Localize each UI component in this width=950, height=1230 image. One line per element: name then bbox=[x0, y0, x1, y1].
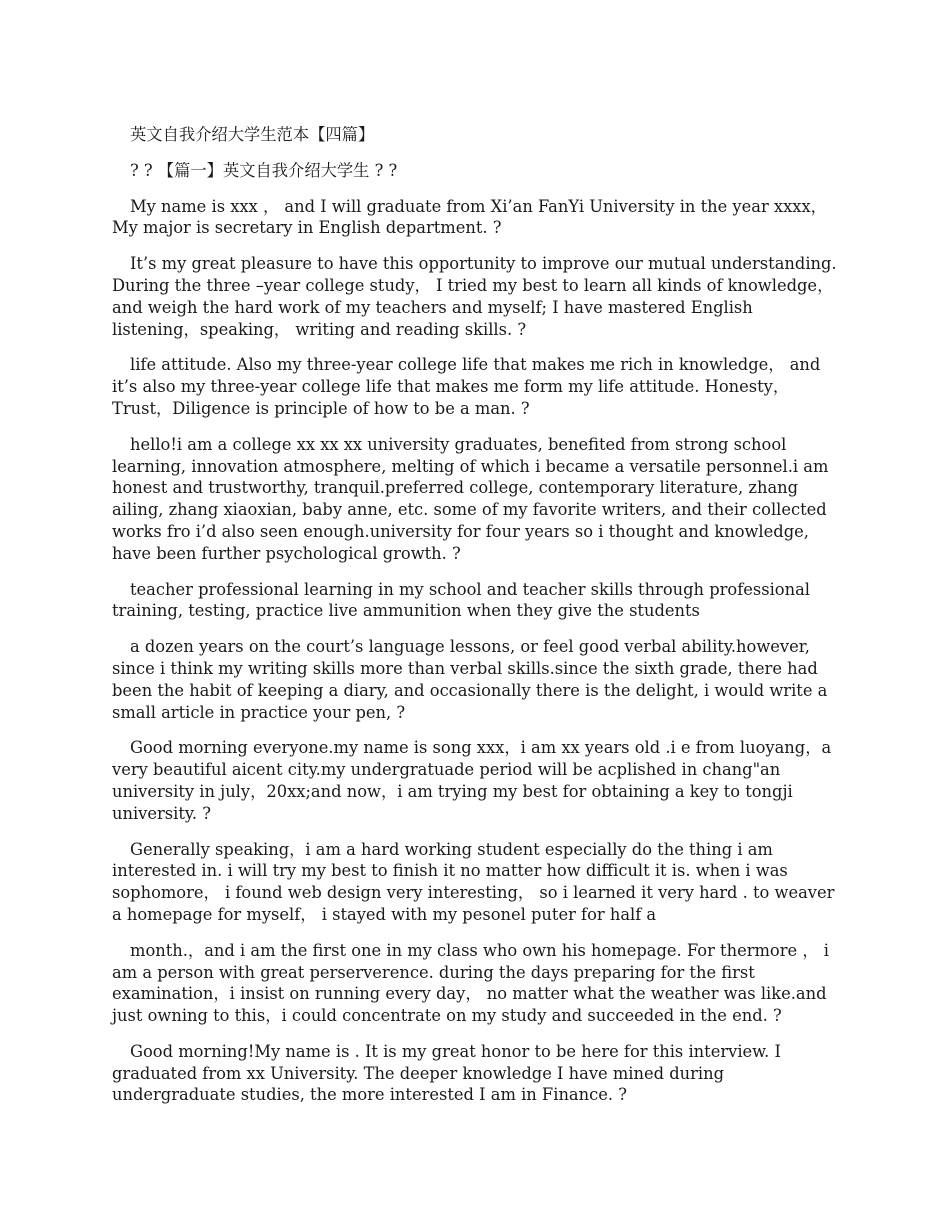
paragraph-2: It’s my great pleasure to have this opportunity to improve our mutual understanding. During the three –year college study， I tried my best to learn all kinds of knowledge，and weigh the hard work of my teachers and myself; I have mastered English listening，speaking， writing and reading skills. ? bbox=[112, 254, 837, 339]
paragraph-10: Good morning!My name is . It is my great honor to be here for this interview. I graduated from xx University. The deeper knowledge I have mined during undergraduate studies, the more interested I am in Finance. ? bbox=[112, 1041, 781, 1105]
paragraph-1: My name is xxx ， and I will graduate from Xi’an FanYi University in the year xxxx， My major is secretary in English department. ? bbox=[112, 196, 827, 238]
section-heading: ? ? 【篇一】英文自我介绍大学生 ? ? bbox=[130, 160, 398, 180]
paragraph-6: a dozen years on the court’s language lessons, or feel good verbal ability.however, since i think my writing skills more than verbal skills.since the sixth grade, there had been the habit of keeping a diary, and occasionally there is the delight, i would write a small article in practice your pen, ? bbox=[112, 637, 828, 722]
paragraph-5: teacher professional learning in my school and teacher skills through professional training, testing, practice live ammunition when they give the students bbox=[112, 579, 810, 621]
paragraph-3: life attitude. Also my three-year college life that makes me rich in knowledge， and it’s also my three-year college life that makes me form my life attitude. Honesty， Trust，Diligence is principle of how to be a man. ? bbox=[112, 355, 821, 418]
document-body bbox=[112, 124, 838, 1120]
paragraph-7: Good morning everyone.my name is song xxx，i am xx years old .i e from luoyang，a very beautiful aicent city.my undergratuade period will be acplished in chang"an university in july，20xx;and now，i am trying my best for obtaining a key to tongji university. ? bbox=[112, 738, 832, 823]
document-title: 英文自我介绍大学生范本【四篇】 bbox=[130, 125, 375, 144]
paragraph-9: month.，and i am the first one in my class who own his homepage. For thermore ， i am a person with great perserverence. during the days preparing for the first examination，i insist on running every day， no matter what the weather was like.and just owning to this，i could concentrate on my study and succeeded in the end. ? bbox=[112, 940, 829, 1026]
paragraph-8: Generally speaking，i am a hard working student especially do the thing i am interested in. i will try my best to finish it no matter how difficult it is. when i was sophomore， i found web design very interesting， so i learned it very hard . to weaver a homepage for myself， i stayed with my pesonel puter for half a bbox=[112, 839, 835, 924]
paragraph-4: hello!i am a college xx xx xx university graduates, benefited from strong school learning, innovation atmosphere, melting of which i became a versatile personnel.i am honest and trustworthy, tranquil.preferred college, contemporary literature, zhang ailing, zhang xiaoxian, baby anne, etc. some of my favorite writers, and their collected works fro i’d also seen enough.university for four years so i thought and knowledge, have been further psychological growth. ? bbox=[112, 434, 829, 563]
